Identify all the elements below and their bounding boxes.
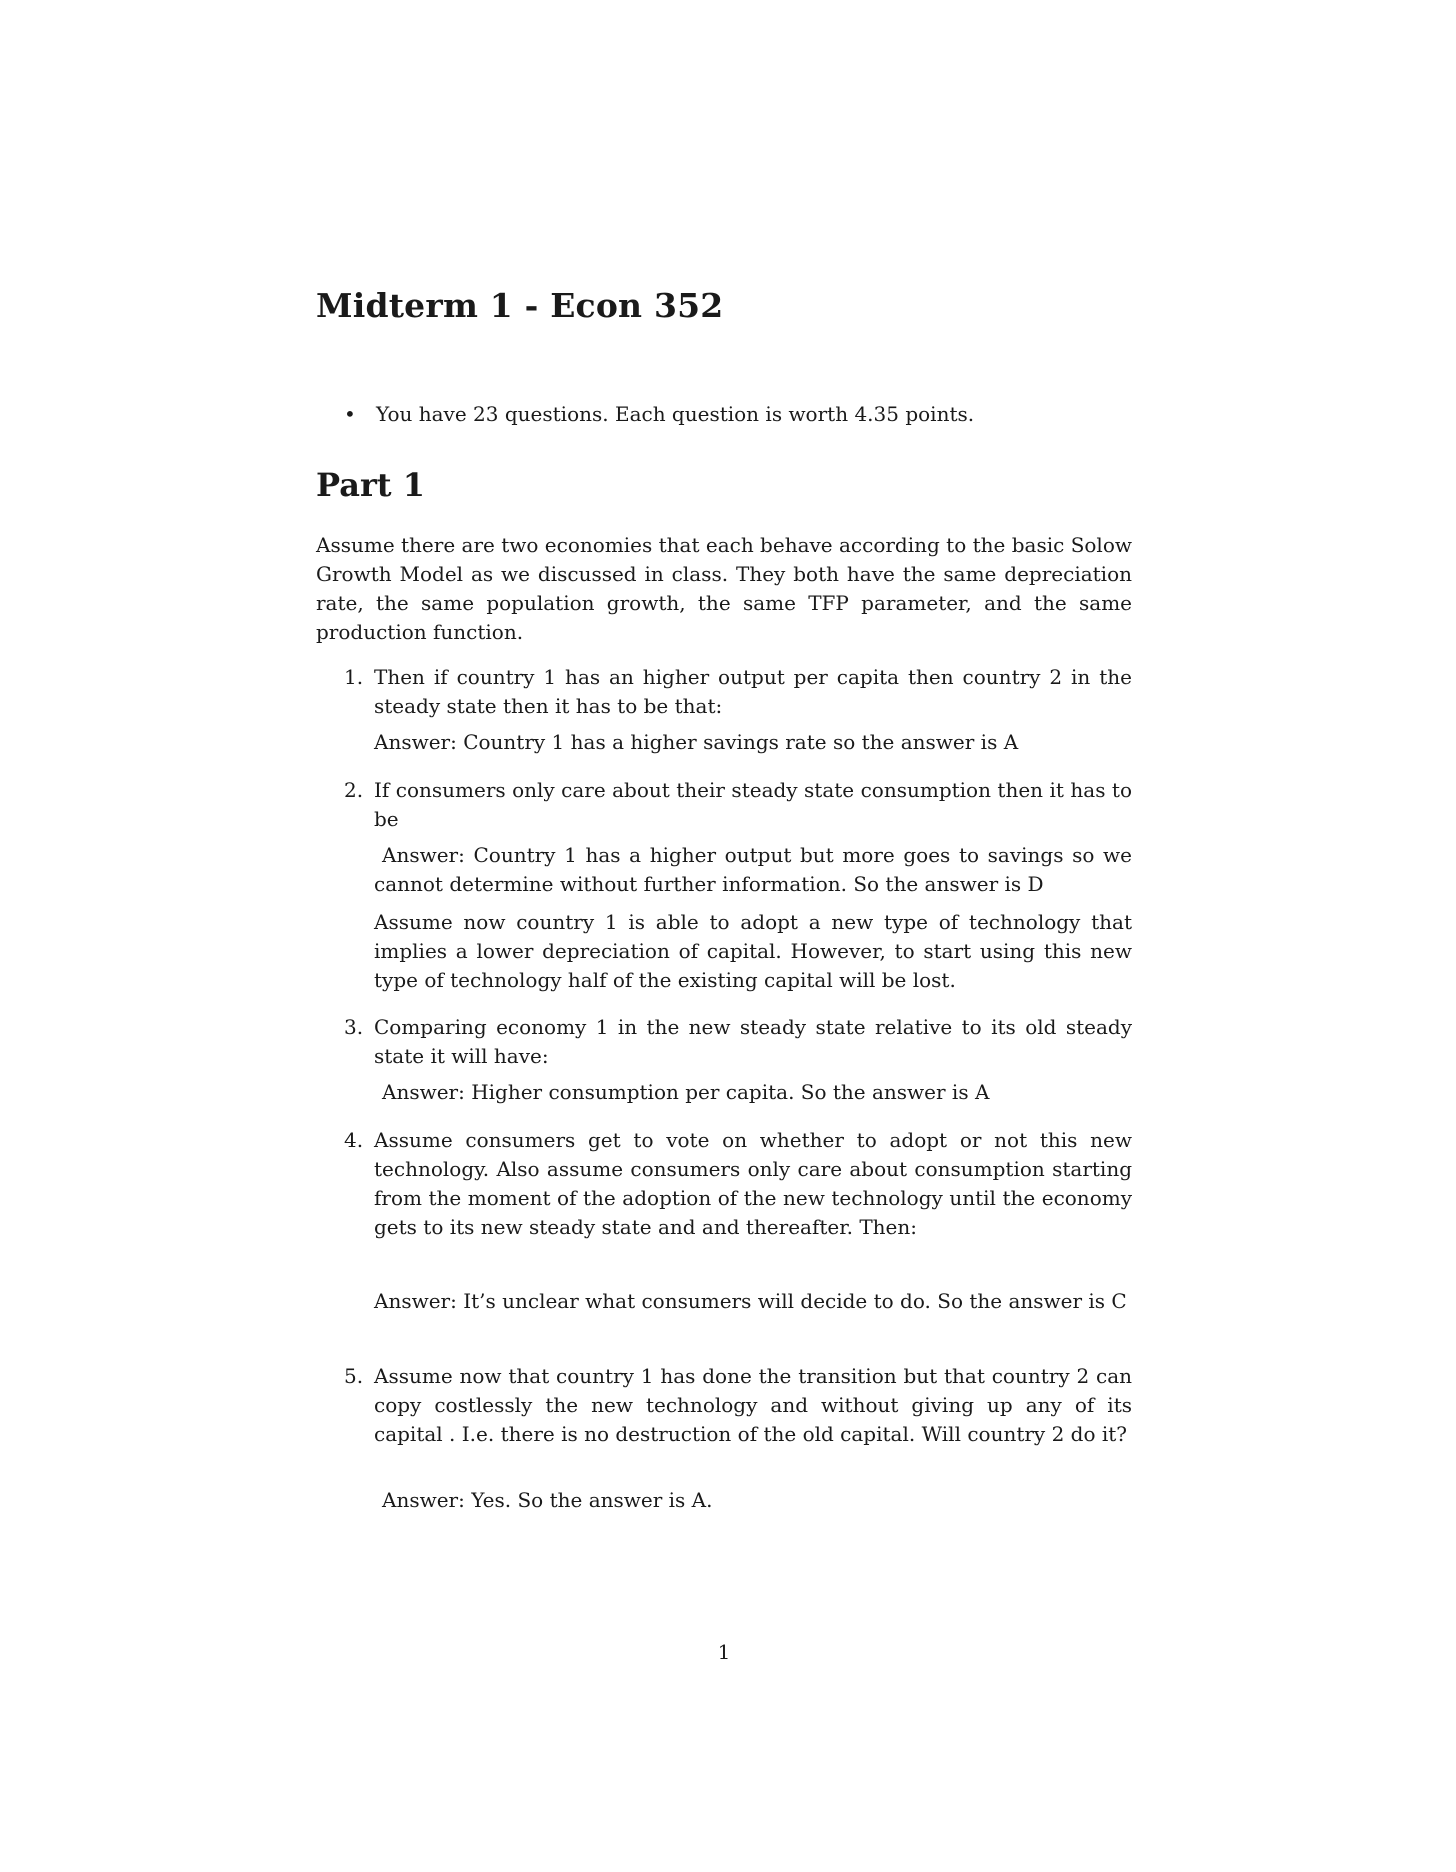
answer-text: Answer: Country 1 has a higher savings rate so the answer is A bbox=[374, 730, 1019, 754]
answer-block bbox=[374, 1486, 1132, 1515]
question-number: 2. bbox=[344, 778, 364, 802]
instructions-list bbox=[344, 400, 1124, 429]
followup-block bbox=[374, 908, 1132, 995]
question-text: If consumers only care about their steady state consumption then it has to be bbox=[374, 778, 1132, 831]
question-number: 3. bbox=[344, 1015, 364, 1039]
followup-paragraph: Assume now country 1 is able to adopt a new type of technology that implies a lower depreciation of capital. However, to start using this new type of technology half of the existing capital will be lost. bbox=[374, 910, 1132, 992]
page-number: 1 bbox=[717, 1640, 731, 1664]
bullet-icon: • bbox=[344, 402, 356, 426]
answer-text: Answer: Yes. So the answer is A. bbox=[382, 1488, 713, 1512]
instruction-item bbox=[344, 400, 1124, 429]
question-number: 1. bbox=[344, 665, 364, 689]
answer-block bbox=[374, 1287, 1132, 1316]
answer-text: Answer: It’s unclear what consumers will decide to do. So the answer is C bbox=[374, 1289, 1127, 1313]
answer-text: Answer: Country 1 has a higher output but more goes to savings so we cannot determine without further information. So the answer is D bbox=[374, 843, 1132, 896]
question-text: Assume now that country 1 has done the transition but that country 2 can copy costlessly the new technology and without giving up any of its capital . I.e. there is no destruction of the old capital. Will country 2 do it? bbox=[374, 1364, 1132, 1446]
question-text: Comparing economy 1 in the new steady state relative to its old steady state it will have: bbox=[374, 1015, 1132, 1068]
answer-block bbox=[374, 1078, 1132, 1107]
question-number: 4. bbox=[344, 1128, 364, 1152]
answer-block bbox=[374, 841, 1132, 899]
question-text: Assume consumers get to vote on whether to adopt or not this new technology. Also assume consumers only care about consumption starting from the moment of the adoption of the new technology until the economy gets to its new steady state and and thereafter. Then: bbox=[374, 1128, 1132, 1239]
answer-block bbox=[374, 728, 1132, 757]
part-heading: Part 1 bbox=[316, 466, 425, 504]
question-text: Then if country 1 has an higher output per capita then country 2 in the steady state then it has to be that: bbox=[374, 665, 1132, 718]
instruction-text: You have 23 questions. Each question is worth 4.35 points. bbox=[376, 402, 975, 426]
question-number: 5. bbox=[344, 1364, 364, 1388]
intro-paragraph: Assume there are two economies that each behave according to the basic Solow Growth Model as we discussed in class. They both have the same depreciation rate, the same population growth, the same TFP parameter, and the same production function. bbox=[316, 533, 1132, 644]
answer-text: Answer: Higher consumption per capita. So the answer is A bbox=[382, 1080, 990, 1104]
document-title: Midterm 1 - Econ 352 bbox=[316, 286, 724, 325]
document-page bbox=[316, 0, 1132, 1872]
